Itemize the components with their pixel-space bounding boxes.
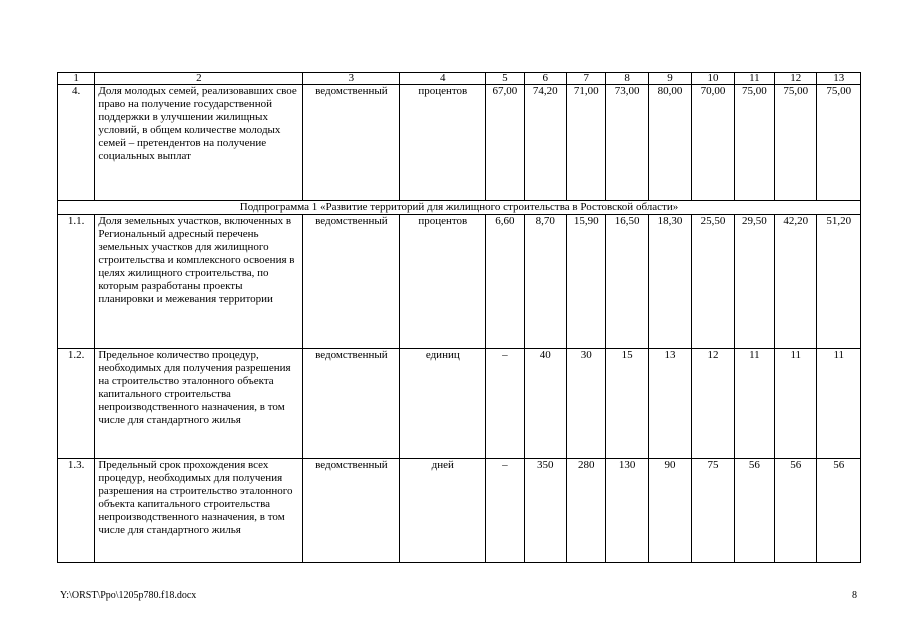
row-number: 1.3.	[58, 459, 95, 563]
value-col-13: 51,20	[817, 215, 861, 349]
indicators-table	[57, 72, 861, 563]
column-number-7: 7	[567, 73, 606, 85]
value-col-10: 75	[692, 459, 734, 563]
value-col-9: 13	[648, 349, 691, 459]
value-col-11: 56	[734, 459, 774, 563]
column-number-10: 10	[692, 73, 734, 85]
value-col-7: 71,00	[567, 85, 606, 201]
value-col-6: 74,20	[524, 85, 566, 201]
indicator-type: ведомственный	[303, 215, 400, 349]
subprogram-row	[58, 201, 861, 215]
unit-of-measure: дней	[400, 459, 486, 563]
value-col-6: 350	[524, 459, 566, 563]
value-col-5: 67,00	[486, 85, 524, 201]
column-number-3: 3	[303, 73, 400, 85]
indicator-type: ведомственный	[303, 459, 400, 563]
row-number: 4.	[58, 85, 95, 201]
value-col-10: 25,50	[692, 215, 734, 349]
column-number-1: 1	[58, 73, 95, 85]
column-number-9: 9	[648, 73, 691, 85]
row-number: 1.1.	[58, 215, 95, 349]
value-col-7: 15,90	[567, 215, 606, 349]
unit-of-measure: процентов	[400, 215, 486, 349]
subprogram-title: Подпрограмма 1 «Развитие территорий для жилищного строительства в Ростовской области»	[58, 201, 861, 215]
column-number-2: 2	[95, 73, 303, 85]
value-col-9: 18,30	[648, 215, 691, 349]
value-col-10: 70,00	[692, 85, 734, 201]
value-col-7: 30	[567, 349, 606, 459]
value-col-8: 15	[606, 349, 648, 459]
value-col-5: –	[486, 349, 524, 459]
value-col-13: 75,00	[817, 85, 861, 201]
value-col-5: 6,60	[486, 215, 524, 349]
unit-of-measure: процентов	[400, 85, 486, 201]
footer-file-path: Y:\ORST\Ppo\1205p780.f18.docx	[60, 590, 197, 601]
value-col-9: 80,00	[648, 85, 691, 201]
indicator-name: Предельное количество процедур, необходимых для получения разрешения на строительство эталонного объекта капитального строительства непроизводственного назначения, в том числе для стандартного жилья	[95, 349, 303, 459]
row-number: 1.2.	[58, 349, 95, 459]
value-col-9: 90	[648, 459, 691, 563]
indicator-name: Доля земельных участков, включенных в Региональный адресный перечень земельных участков для жилищного строительства и комплексного освоения в целях жилищного строительства, по которым разработаны проекты планировки и межевания территории	[95, 215, 303, 349]
value-col-8: 130	[606, 459, 648, 563]
table-row	[58, 85, 861, 201]
value-col-6: 8,70	[524, 215, 566, 349]
column-number-8: 8	[606, 73, 648, 85]
value-col-12: 11	[775, 349, 817, 459]
indicator-name: Доля молодых семей, реализовавших свое право на получение государственной поддержки в улучшении жилищных условий, в общем количестве молодых семей – претендентов на получение социальных выплат	[95, 85, 303, 201]
value-col-6: 40	[524, 349, 566, 459]
table-row	[58, 349, 861, 459]
column-number-12: 12	[775, 73, 817, 85]
column-number-4: 4	[400, 73, 486, 85]
indicator-name: Предельный срок прохождения всех процедур, необходимых для получения разрешения на строительство эталонного объекта капитального строительства непроизводственного назначения, в том числе для стандартного жилья	[95, 459, 303, 563]
value-col-13: 11	[817, 349, 861, 459]
value-col-11: 29,50	[734, 215, 774, 349]
indicator-type: ведомственный	[303, 349, 400, 459]
column-number-13: 13	[817, 73, 861, 85]
page-number: 8	[852, 590, 857, 601]
value-col-12: 56	[775, 459, 817, 563]
value-col-12: 42,20	[775, 215, 817, 349]
table-header-row	[58, 73, 861, 85]
table-row	[58, 215, 861, 349]
value-col-11: 75,00	[734, 85, 774, 201]
value-col-11: 11	[734, 349, 774, 459]
column-number-6: 6	[524, 73, 566, 85]
column-number-5: 5	[486, 73, 524, 85]
value-col-8: 16,50	[606, 215, 648, 349]
value-col-13: 56	[817, 459, 861, 563]
column-number-11: 11	[734, 73, 774, 85]
value-col-7: 280	[567, 459, 606, 563]
unit-of-measure: единиц	[400, 349, 486, 459]
table-row	[58, 459, 861, 563]
value-col-5: –	[486, 459, 524, 563]
value-col-12: 75,00	[775, 85, 817, 201]
value-col-8: 73,00	[606, 85, 648, 201]
value-col-10: 12	[692, 349, 734, 459]
indicator-type: ведомственный	[303, 85, 400, 201]
